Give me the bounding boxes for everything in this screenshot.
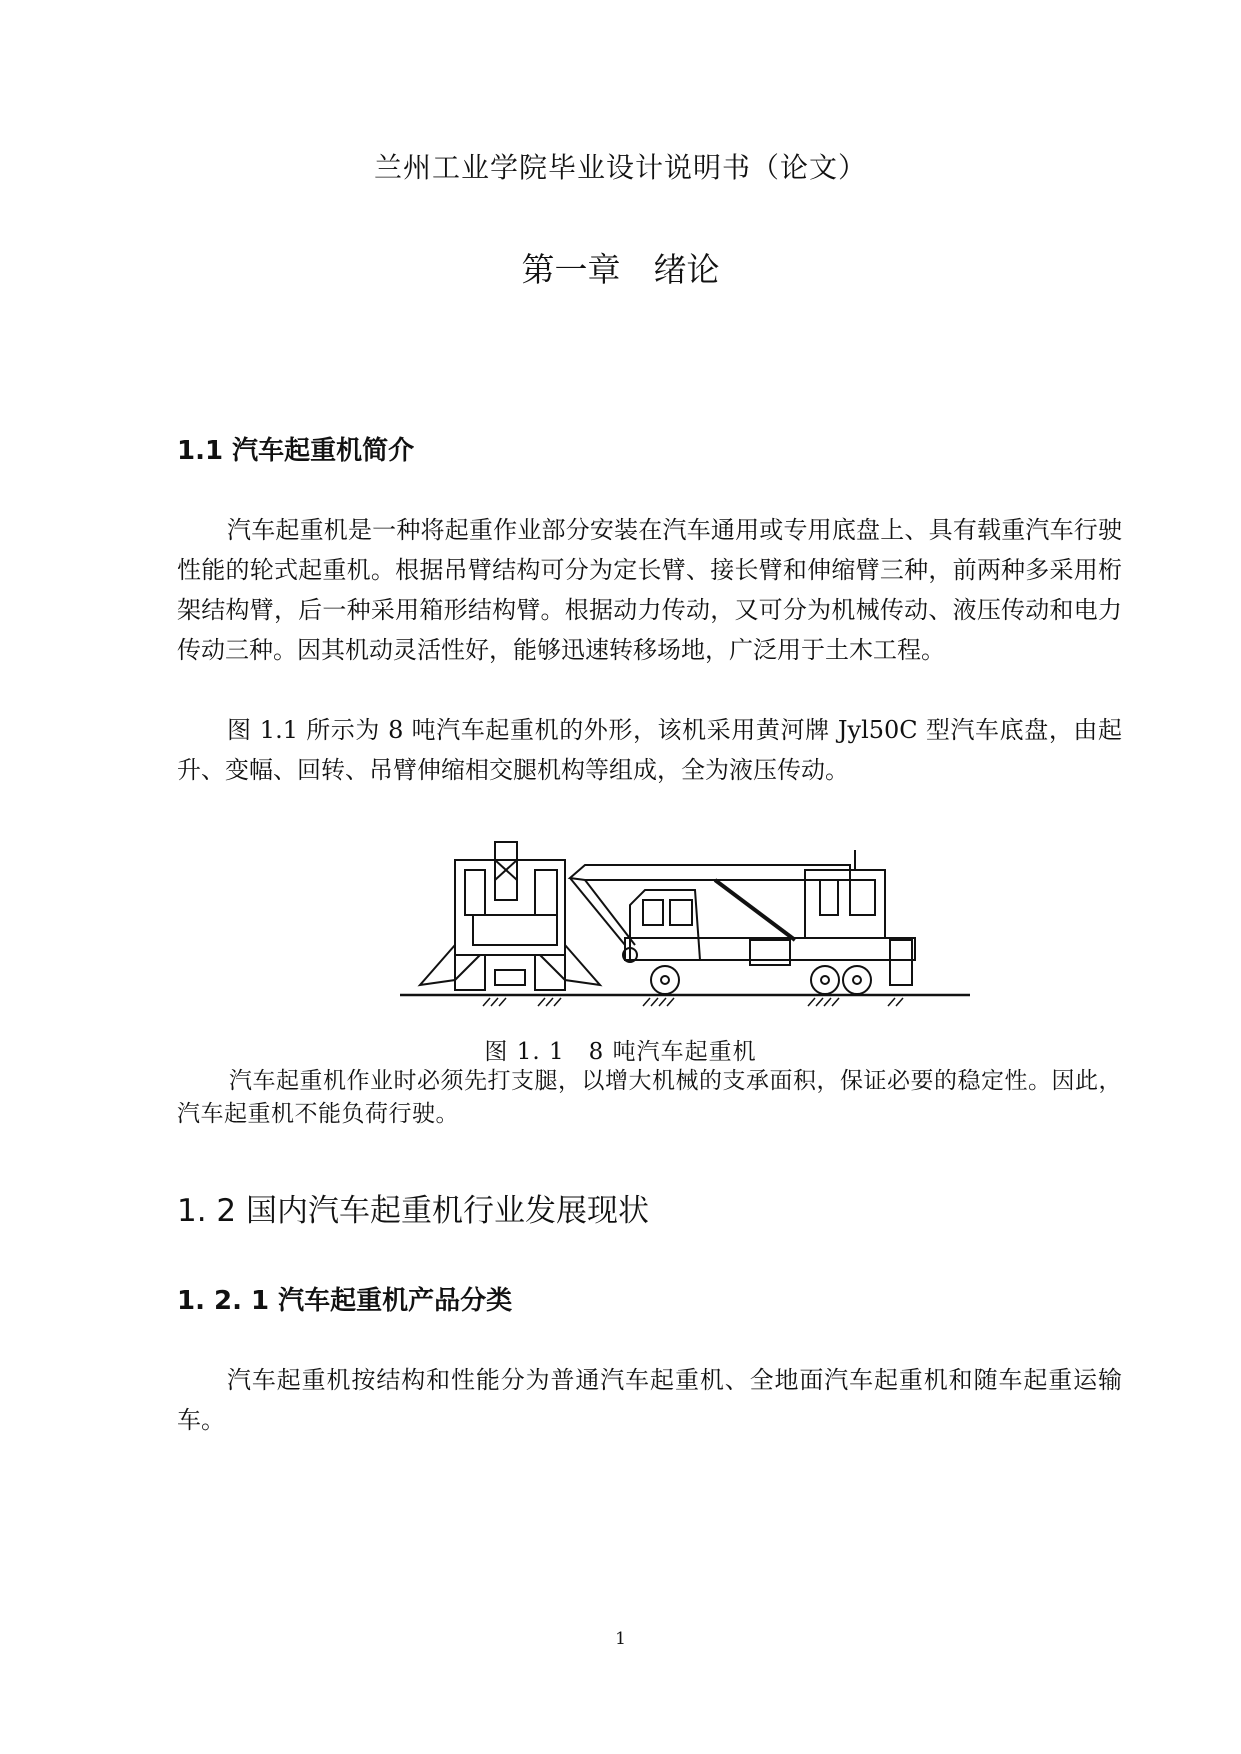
paragraph-figure-ref: 图 1.1 所示为 8 吨汽车起重机的外形，该机采用黄河牌 Jyl50C 型汽车底盘，由起升、变幅、回转、吊臂伸缩相交腿机构等组成，全为液压传动。 <box>177 716 1122 784</box>
running-header: 兰州工业学院毕业设计说明书（论文） <box>373 151 867 184</box>
paragraph-intro: 汽车起重机是一种将起重作业部分安装在汽车通用或专用底盘上、具有载重汽车行驶性能的轮式起重机。根据吊臂结构可分为定长臂、接长臂和伸缩臂三种，前两种多采用桁架结构臂，后一种采用箱形结构臂。根据动力传动，又可分为机械传动、液压传动和电力传动三种。因其机动灵活性好，能够迅速转移场地，广泛用于土木工程。 <box>177 516 1122 664</box>
chapter-title: 第一章 绪论 <box>521 250 720 289</box>
page-number: 1 <box>615 1629 626 1649</box>
section-heading-1-2: 1. 2 国内汽车起重机行业发展现状 <box>177 1193 650 1229</box>
crane-truck-figure <box>395 830 975 1010</box>
paragraph-outriggers: 汽车起重机作业时必须先打支腿，以增大机械的支承面积，保证必要的稳定性。因此，汽车起重机不能负荷行驶。 <box>177 1068 1122 1127</box>
paragraph-classification: 汽车起重机按结构和性能分为普通汽车起重机、全地面汽车起重机和随车起重运输车。 <box>177 1366 1122 1434</box>
section-heading-1-1: 1.1 汽车起重机简介 <box>177 436 415 466</box>
section-heading-1-2-1: 1. 2. 1 汽车起重机产品分类 <box>177 1286 513 1316</box>
figure-caption: 图 1. 1 8 吨汽车起重机 <box>484 1039 757 1065</box>
